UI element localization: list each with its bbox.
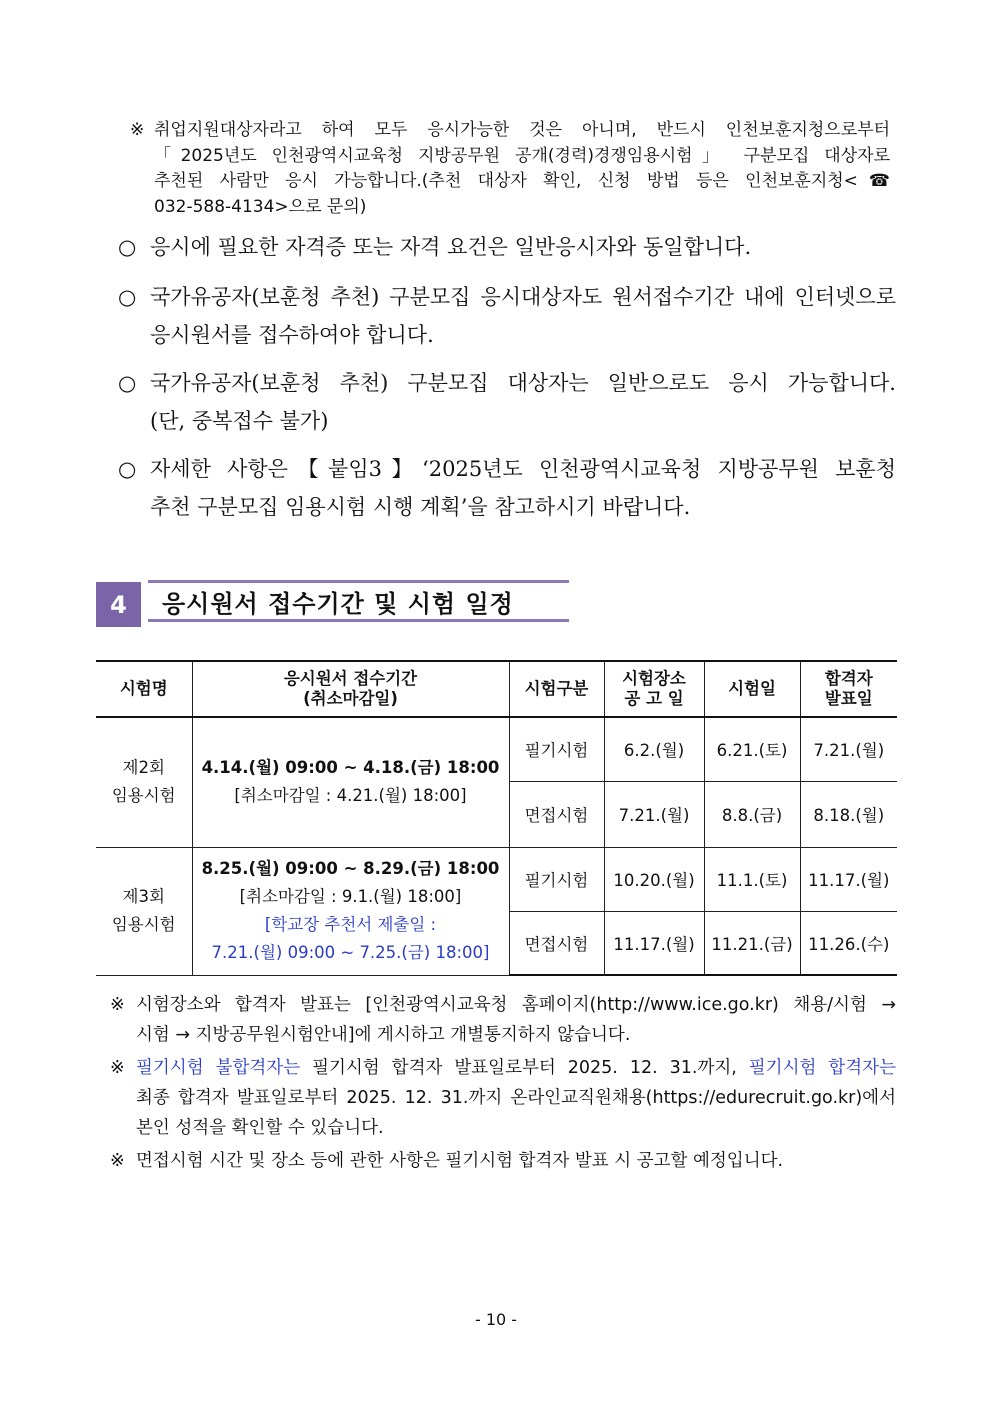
footnotes bbox=[110, 990, 896, 1176]
header-text: 공 고 일 bbox=[624, 689, 684, 708]
footnote bbox=[110, 1146, 896, 1176]
result-date: 11.17.(월) bbox=[800, 847, 897, 911]
round-name bbox=[96, 847, 192, 975]
note-line: 032-588-4134>으로 문의) bbox=[154, 196, 367, 217]
bullet-item bbox=[118, 228, 896, 266]
footnote-text: 면접시험 시간 및 장소 등에 관한 사항은 필기시험 합격자 발표 시 공고할 예정입니다. bbox=[136, 1151, 784, 1171]
period-text: 8.25.(월) 09:00 ~ 8.29.(금) 18:00 bbox=[201, 859, 500, 878]
round-name-line: 제3회 bbox=[122, 887, 165, 906]
bullet-text: 응시에 필요한 자격증 또는 자격 요건은 일반응시자와 동일합니다. bbox=[150, 235, 752, 259]
bullet-list bbox=[118, 228, 896, 526]
footnote-text: 시험장소와 합격자 발표는 [인천광역시교육청 홈페이지(http://www.ice.go.kr) 채용/시험 → bbox=[136, 995, 896, 1015]
exam-type: 면접시험 bbox=[509, 781, 604, 847]
section-title-text: 응시원서 접수기간 및 시험 일정 bbox=[162, 589, 514, 618]
footnote-text: 본인 성적을 확인할 수 있습니다. bbox=[136, 1118, 384, 1138]
exam-type: 면접시험 bbox=[509, 911, 604, 975]
header-application-period bbox=[192, 661, 509, 717]
note-line: 추천된 사람만 응시 가능합니다.(추천 대상자 확인, 신청 방법 등은 인천보훈지청<☎ bbox=[154, 171, 890, 191]
header-text: (취소마감일) bbox=[303, 689, 398, 708]
note-mark: ※ bbox=[130, 120, 145, 140]
application-period bbox=[192, 847, 509, 975]
top-note bbox=[130, 118, 890, 220]
result-date: 8.18.(월) bbox=[800, 781, 897, 847]
circle-bullet-icon: ○ bbox=[118, 235, 137, 259]
section-number: 4 bbox=[96, 582, 141, 627]
venue-notice-date: 11.17.(월) bbox=[604, 911, 704, 975]
venue-notice-date: 10.20.(월) bbox=[604, 847, 704, 911]
header-exam-type: 시험구분 bbox=[509, 661, 604, 717]
footnote-line bbox=[136, 1053, 896, 1083]
section-title bbox=[148, 580, 569, 622]
note-mark: ※ bbox=[110, 1151, 125, 1171]
header-text: 합격자 bbox=[824, 669, 873, 688]
bullet-text: 응시원서를 접수하여야 합니다. bbox=[150, 323, 434, 347]
table-row bbox=[96, 717, 897, 781]
header-exam-name: 시험명 bbox=[96, 661, 192, 717]
header-venue-notice bbox=[604, 661, 704, 717]
bullet-text: 국가유공자(보훈청 추천) 구분모집 대상자는 일반으로도 응시 가능합니다. bbox=[150, 371, 896, 395]
bullet-text: (단, 중복접수 불가) bbox=[150, 409, 329, 433]
period-text: 4.14.(월) 09:00 ~ 4.18.(금) 18:00 bbox=[201, 758, 500, 778]
bullet-item bbox=[118, 450, 896, 526]
exam-date: 6.21.(토) bbox=[704, 717, 800, 781]
page-number: - 10 - bbox=[474, 1310, 518, 1329]
exam-type: 필기시험 bbox=[509, 847, 604, 911]
bullet-item bbox=[118, 364, 896, 440]
venue-notice-date: 7.21.(월) bbox=[604, 781, 704, 847]
application-period bbox=[192, 717, 509, 847]
table-header-row bbox=[96, 661, 897, 717]
exam-date: 11.1.(토) bbox=[704, 847, 800, 911]
highlight-text: 필기시험 합격자는 bbox=[748, 1058, 896, 1078]
circle-bullet-icon: ○ bbox=[118, 457, 137, 481]
note-mark: ※ bbox=[110, 1058, 125, 1078]
bullet-item bbox=[118, 278, 896, 354]
circle-bullet-icon: ○ bbox=[118, 285, 137, 309]
round-name-line: 임용시험 bbox=[111, 915, 176, 934]
header-text: 응시원서 접수기간 bbox=[283, 669, 418, 688]
bullet-text: 추천 구분모집 임용시험 시행 계획’을 참고하시기 바랍니다. bbox=[150, 495, 691, 519]
table-row bbox=[96, 847, 897, 911]
result-date: 7.21.(월) bbox=[800, 717, 897, 781]
exam-schedule-table bbox=[96, 660, 897, 976]
round-name-line: 임용시험 bbox=[111, 786, 176, 806]
recommendation-deadline: [학교장 추천서 제출일 : bbox=[264, 915, 437, 934]
header-text: 시험장소 bbox=[622, 669, 686, 688]
footnote-text: 최종 합격자 발표일로부터 2025. 12. 31.까지 온라인교직원채용(https://edurecruit.go.kr)에서 bbox=[136, 1088, 896, 1108]
result-date: 11.26.(수) bbox=[800, 911, 897, 975]
header-text: 발표일 bbox=[824, 689, 873, 708]
exam-date: 11.21.(금) bbox=[704, 911, 800, 975]
cancel-deadline: [취소마감일 : 4.21.(월) 18:00] bbox=[234, 786, 467, 806]
footnote bbox=[110, 1053, 896, 1143]
note-mark: ※ bbox=[110, 995, 125, 1015]
venue-notice-date: 6.2.(월) bbox=[604, 717, 704, 781]
footnote-text: 시험 → 지방공무원시험안내]에 게시하고 개별통지하지 않습니다. bbox=[136, 1025, 631, 1045]
highlight-text: 필기시험 불합격자는 bbox=[136, 1058, 301, 1078]
round-name-line: 제2회 bbox=[122, 758, 165, 778]
recommendation-deadline: 7.21.(월) 09:00 ~ 7.25.(금) 18:00] bbox=[211, 943, 490, 962]
cancel-deadline: [취소마감일 : 9.1.(월) 18:00] bbox=[239, 887, 462, 906]
header-result-date bbox=[800, 661, 897, 717]
circle-bullet-icon: ○ bbox=[118, 371, 137, 395]
footnote bbox=[110, 990, 896, 1050]
round-name bbox=[96, 717, 192, 847]
note-line: 「2025년도 인천광역시교육청 지방공무원 공개(경력)경쟁임용시험」 구분모집 대상자로 bbox=[154, 145, 890, 166]
bullet-text: 국가유공자(보훈청 추천) 구분모집 응시대상자도 원서접수기간 내에 인터넷으로 bbox=[150, 285, 896, 309]
exam-date: 8.8.(금) bbox=[704, 781, 800, 847]
footnote-text: 필기시험 합격자 발표일로부터 2025. 12. 31.까지, bbox=[300, 1058, 749, 1078]
bullet-text: 자세한 사항은【붙임3】‘2025년도 인천광역시교육청 지방공무원 보훈청 bbox=[150, 457, 896, 481]
header-exam-date: 시험일 bbox=[704, 661, 800, 717]
note-line: 취업지원대상자라고 하여 모두 응시가능한 것은 아니며, 반드시 인천보훈지청으로부터 bbox=[154, 120, 890, 140]
exam-type: 필기시험 bbox=[509, 717, 604, 781]
